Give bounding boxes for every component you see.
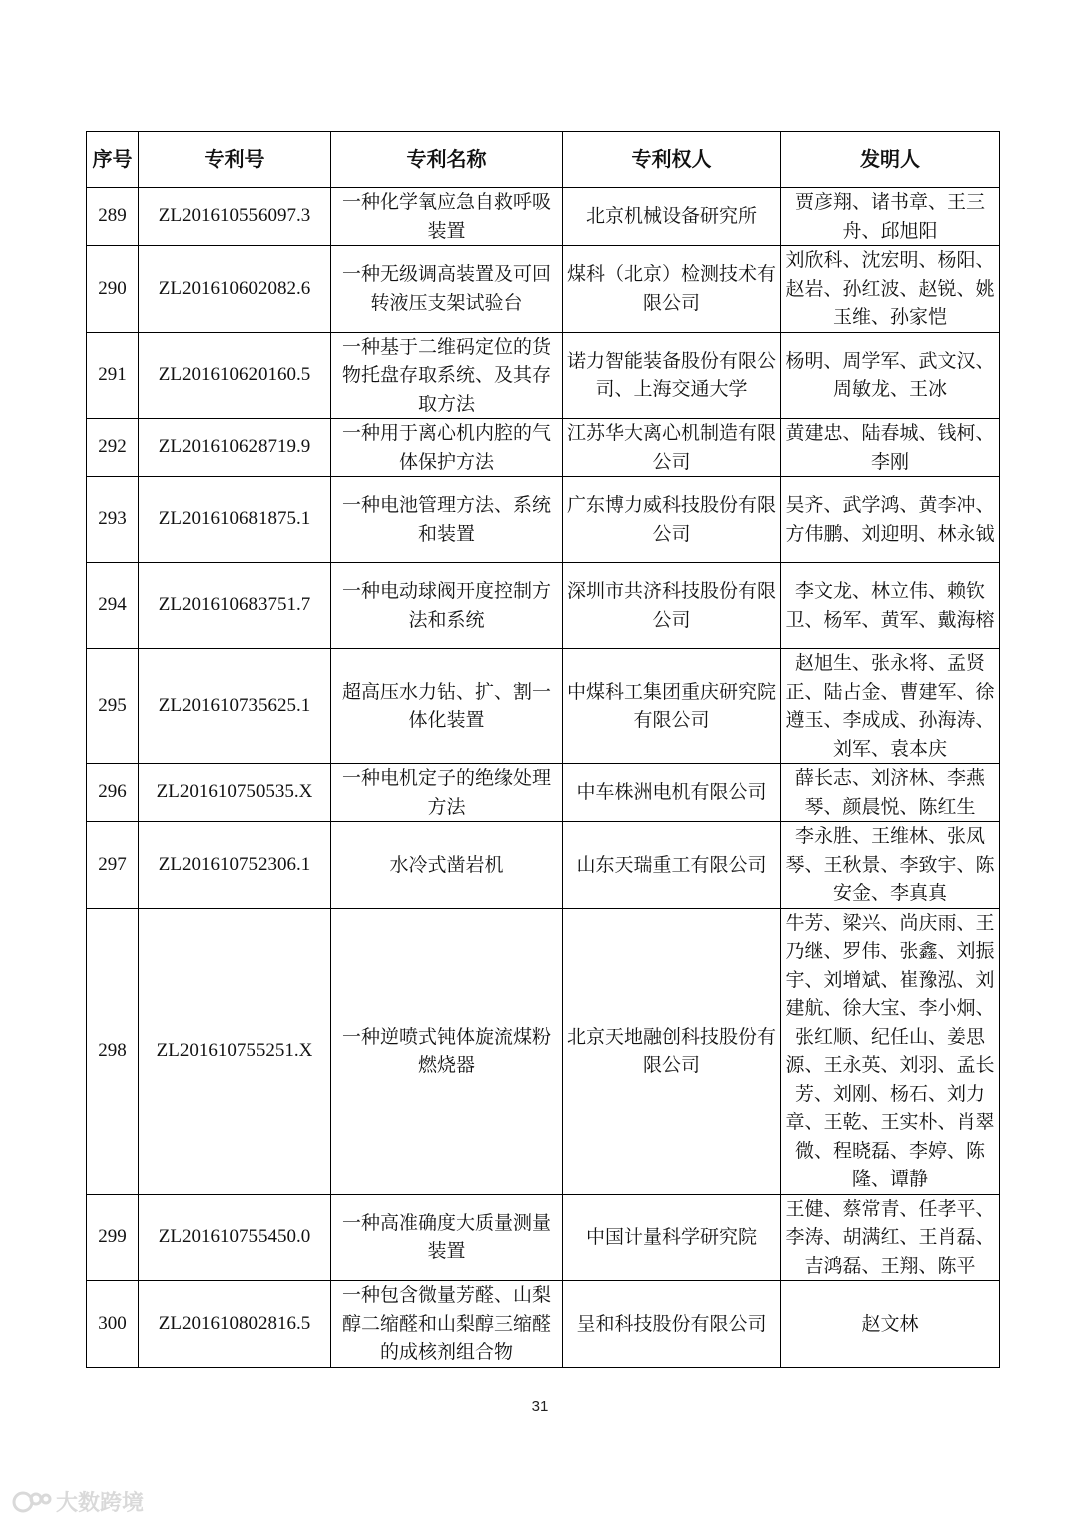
- cell-patent-name: 水冷式凿岩机: [331, 822, 563, 909]
- header-patent-no: 专利号: [139, 132, 331, 188]
- table-row: [87, 649, 1000, 764]
- cell-seq: 290: [87, 246, 139, 333]
- cell-patentee: 江苏华大离心机制造有限公司: [563, 419, 781, 477]
- cell-seq: 291: [87, 332, 139, 419]
- cell-inventors: 赵文林: [781, 1281, 1000, 1368]
- cell-inventors: 杨明、周学军、武文汉、周敏龙、王冰: [781, 332, 1000, 419]
- cell-patent-no: ZL201610683751.7: [139, 563, 331, 649]
- cell-patentee: 煤科（北京）检测技术有限公司: [563, 246, 781, 333]
- cell-seq: 298: [87, 908, 139, 1194]
- cell-seq: 294: [87, 563, 139, 649]
- cell-patent-no: ZL201610802816.5: [139, 1281, 331, 1368]
- page-number: 31: [531, 1398, 549, 1415]
- cell-patentee: 深圳市共济科技股份有限公司: [563, 563, 781, 649]
- cell-patent-name: 一种逆喷式钝体旋流煤粉燃烧器: [331, 908, 563, 1194]
- table-row: [87, 1194, 1000, 1281]
- table-row: [87, 764, 1000, 822]
- cell-seq: 292: [87, 419, 139, 477]
- cell-patent-no: ZL201610602082.6: [139, 246, 331, 333]
- table-row: [87, 1281, 1000, 1368]
- cell-inventors: 牛芳、梁兴、尚庆雨、王乃继、罗伟、张鑫、刘振宇、刘增斌、崔豫泓、刘建航、徐大宝、李小炯、张红顺、纪任山、姜思源、王永英、刘羽、孟长芳、刘刚、杨石、刘力章、王乾、王实朴、肖翠微、程晓磊、李婷、陈隆、谭静: [781, 908, 1000, 1194]
- header-patentee: 专利权人: [563, 132, 781, 188]
- table-row: [87, 908, 1000, 1194]
- cell-patent-no: ZL201610620160.5: [139, 332, 331, 419]
- cell-inventors: 贾彦翔、诸书章、王三舟、邱旭阳: [781, 188, 1000, 246]
- cell-patentee: 广东博力威科技股份有限公司: [563, 477, 781, 563]
- cell-seq: 299: [87, 1194, 139, 1281]
- patent-table: [86, 131, 1000, 1368]
- cell-inventors: 李文龙、林立伟、赖钦卫、杨军、黄军、戴海榕: [781, 563, 1000, 649]
- table-row: [87, 246, 1000, 333]
- cell-patentee: 诺力智能装备股份有限公司、上海交通大学: [563, 332, 781, 419]
- cell-inventors: 吴齐、武学鸿、黄李冲、方伟鹏、刘迎明、林永钺: [781, 477, 1000, 563]
- table-row: [87, 822, 1000, 909]
- table-row: [87, 332, 1000, 419]
- cell-patentee: 呈和科技股份有限公司: [563, 1281, 781, 1368]
- cell-patent-no: ZL201610750535.X: [139, 764, 331, 822]
- cell-patentee: 中煤科工集团重庆研究院有限公司: [563, 649, 781, 764]
- cell-seq: 300: [87, 1281, 139, 1368]
- cell-patent-no: ZL201610755450.0: [139, 1194, 331, 1281]
- cell-patent-no: ZL201610681875.1: [139, 477, 331, 563]
- cell-patent-name: 一种用于离心机内腔的气体保护方法: [331, 419, 563, 477]
- cell-patentee: 北京天地融创科技股份有限公司: [563, 908, 781, 1194]
- cell-patent-name: 一种基于二维码定位的货物托盘存取系统、及其存取方法: [331, 332, 563, 419]
- cell-patent-no: ZL201610752306.1: [139, 822, 331, 909]
- cell-inventors: 黄建忠、陆春城、钱柯、李刚: [781, 419, 1000, 477]
- cell-seq: 296: [87, 764, 139, 822]
- cell-patent-no: ZL201610735625.1: [139, 649, 331, 764]
- cell-inventors: 赵旭生、张永将、孟贤正、陆占金、曹建军、徐遵玉、李成成、孙海涛、刘军、袁本庆: [781, 649, 1000, 764]
- cell-patent-name: 一种电机定子的绝缘处理方法: [331, 764, 563, 822]
- cell-patentee: 山东天瑞重工有限公司: [563, 822, 781, 909]
- cell-inventors: 薛长志、刘济林、李燕琴、颜晨悦、陈红生: [781, 764, 1000, 822]
- cell-patent-name: 一种无级调高装置及可回转液压支架试验台: [331, 246, 563, 333]
- table-header-row: [87, 132, 1000, 188]
- cell-inventors: 王健、蔡常青、任孝平、李涛、胡满红、王肖磊、吉鸿磊、王翔、陈平: [781, 1194, 1000, 1281]
- header-seq: 序号: [87, 132, 139, 188]
- cell-inventors: 李永胜、王维林、张凤琴、王秋景、李致宇、陈安金、李真真: [781, 822, 1000, 909]
- cell-seq: 295: [87, 649, 139, 764]
- cell-patent-name: 一种化学氧应急自救呼吸装置: [331, 188, 563, 246]
- cell-patent-no: ZL201610556097.3: [139, 188, 331, 246]
- cell-patent-no: ZL201610628719.9: [139, 419, 331, 477]
- watermark: [12, 1486, 144, 1517]
- watermark-text: 大数跨境: [56, 1491, 145, 1516]
- cell-patent-no: ZL201610755251.X: [139, 908, 331, 1194]
- cell-patent-name: 一种高准确度大质量测量装置: [331, 1194, 563, 1281]
- cell-patentee: 中国计量科学研究院: [563, 1194, 781, 1281]
- header-inventors: 发明人: [781, 132, 1000, 188]
- cell-inventors: 刘欣科、沈宏明、杨阳、赵岩、孙红波、赵锐、姚玉维、孙家恺: [781, 246, 1000, 333]
- table-row: [87, 563, 1000, 649]
- cell-patent-name: 一种电动球阀开度控制方法和系统: [331, 563, 563, 649]
- header-patent-name: 专利名称: [331, 132, 563, 188]
- cell-patent-name: 一种包含微量芳醛、山梨醇二缩醛和山梨醇三缩醛的成核剂组合物: [331, 1281, 563, 1368]
- watermark-logo-icon: [12, 1489, 52, 1515]
- cell-patentee: 中车株洲电机有限公司: [563, 764, 781, 822]
- cell-seq: 293: [87, 477, 139, 563]
- cell-seq: 297: [87, 822, 139, 909]
- table-row: [87, 477, 1000, 563]
- table-row: [87, 188, 1000, 246]
- cell-patent-name: 超高压水力钻、扩、割一体化装置: [331, 649, 563, 764]
- cell-seq: 289: [87, 188, 139, 246]
- cell-patentee: 北京机械设备研究所: [563, 188, 781, 246]
- table-row: [87, 419, 1000, 477]
- cell-patent-name: 一种电池管理方法、系统和装置: [331, 477, 563, 563]
